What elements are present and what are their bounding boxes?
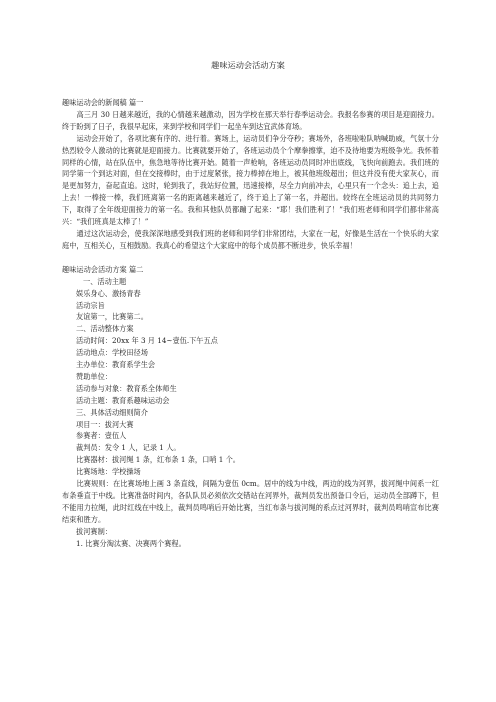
article-2-lines xyxy=(62,276,439,478)
plan-line: 比赛器材：拔河绳 1 条，红布条 1 条，口哨 1 个。 xyxy=(76,455,240,465)
plan-line: 友谊第一，比赛第二。 xyxy=(76,312,148,322)
plan-line: 娱乐身心、激扬青春 xyxy=(76,288,141,298)
plan-line: 一、活动主题 xyxy=(83,276,127,286)
article-1-paragraph-2: 运动会开始了，各项比赛有序的、进行着。赛场上，运动员们争分夺秒；赛场外，各班啦啦队呐喊助威，气氛十分热烈较令人激动的比赛就是迎面接力。比赛就要开始了，各班运动员个个摩拳擦掌，迫不及待地要为班级争光。我怀着同样的心情，站在队伍中，焦急地等待比赛开始。随着一声枪响，各班运动员同时冲出底线，飞快向前跑去。我们班的同学第一个到达对面，但在交接棒时，由于过度紧张，接力棒掉在地上，被其他班级超出；但这并没有使大家灰心，而是更加努力，奋起直追。这时，轮到我了，我站好位置，迅速接棒，尽全力向前冲去，心里只有一个念头：追上去，追上去！一棒接一棒，我们班离第一名的距离越来越近了，终于追上了第一名，并超出。较终在全班运动员的共同努力下，取得了全年级迎面接力的第一名。我和其他队员都蹦了起来：“耶！我们胜利了！”我们班老师和同学们都非常高兴：“我们班真是太棒了！” xyxy=(62,133,439,227)
plan-line: 活动时间：20xx 年 3 月 14~壹伍.下午五点 xyxy=(76,336,218,346)
article-1-paragraph-3: 通过这次运动会，使我深深地感受到我们班的老师和同学们非常团结，大家在一起，好像是生活在一个快乐的大家庭中，互相关心，互相鼓励。我真心的希望这个大家庭中的每个成员都不断进步，快乐幸福！ xyxy=(62,228,439,250)
document-body xyxy=(62,97,439,550)
plan-line: 活动参与对象：教育系全体师生 xyxy=(76,383,177,393)
plan-line: 活动宗旨 xyxy=(76,300,105,310)
document-title: 趣味运动会活动方案 xyxy=(211,60,285,70)
section-gap xyxy=(62,252,439,264)
rules-paragraph: 比赛规则：在比赛场地上画 3 条直线，间隔为壹伍 0cm。居中的线为中线，两边的线为河界，拔河绳中间系一红布条垂直于中线。比赛准备时间内，各队队员必须依次交错站在河界外，裁判员发出预备口令后，运动员全部蹲下，但不能用力拉绳，此时红线在中线上，裁判员鸣哨后开始比赛，当红布条与拔河绳的系点过河界时，裁判员鸣哨宣布比赛结束和胜方。 xyxy=(62,479,439,524)
article-1-paragraph-1: 高三月 30 日越来越近，我的心情越来越激动，因为学校在那天举行春季运动会。我报名参赛的项目是迎面接力。终于盼到了日子，我很早起床，来到学校和同学们一起坐车到达宜武体育场。 xyxy=(62,109,439,131)
plan-line: 项目一：拔河大赛 xyxy=(76,419,134,429)
plan-line: 活动主题：教育系趣味运动会 xyxy=(76,395,170,405)
plan-line: 主办单位：教育系学生会 xyxy=(76,360,156,370)
plan-line: 参赛者：壹伍人 xyxy=(76,431,127,441)
plan-line: 1. 比赛分淘汰赛、决赛两个赛程。 xyxy=(76,538,186,548)
article-2-heading: 趣味运动会活动方案 篇二 xyxy=(62,264,144,274)
plan-line: 裁判员：发令 1 人，记录 1 人。 xyxy=(76,443,181,453)
plan-line: 赞助单位： xyxy=(76,371,112,381)
plan-line: 三、具体活动细则简介 xyxy=(76,407,148,417)
plan-line: 比赛场地：学校操场 xyxy=(76,467,141,477)
article-1-heading: 趣味运动会的新闻稿 篇一 xyxy=(62,98,144,107)
plan-line: 活动地点：学校田径场 xyxy=(76,348,148,358)
plan-line: 拔河赛制： xyxy=(76,526,112,536)
plan-line: 二、活动整体方案 xyxy=(76,324,134,334)
